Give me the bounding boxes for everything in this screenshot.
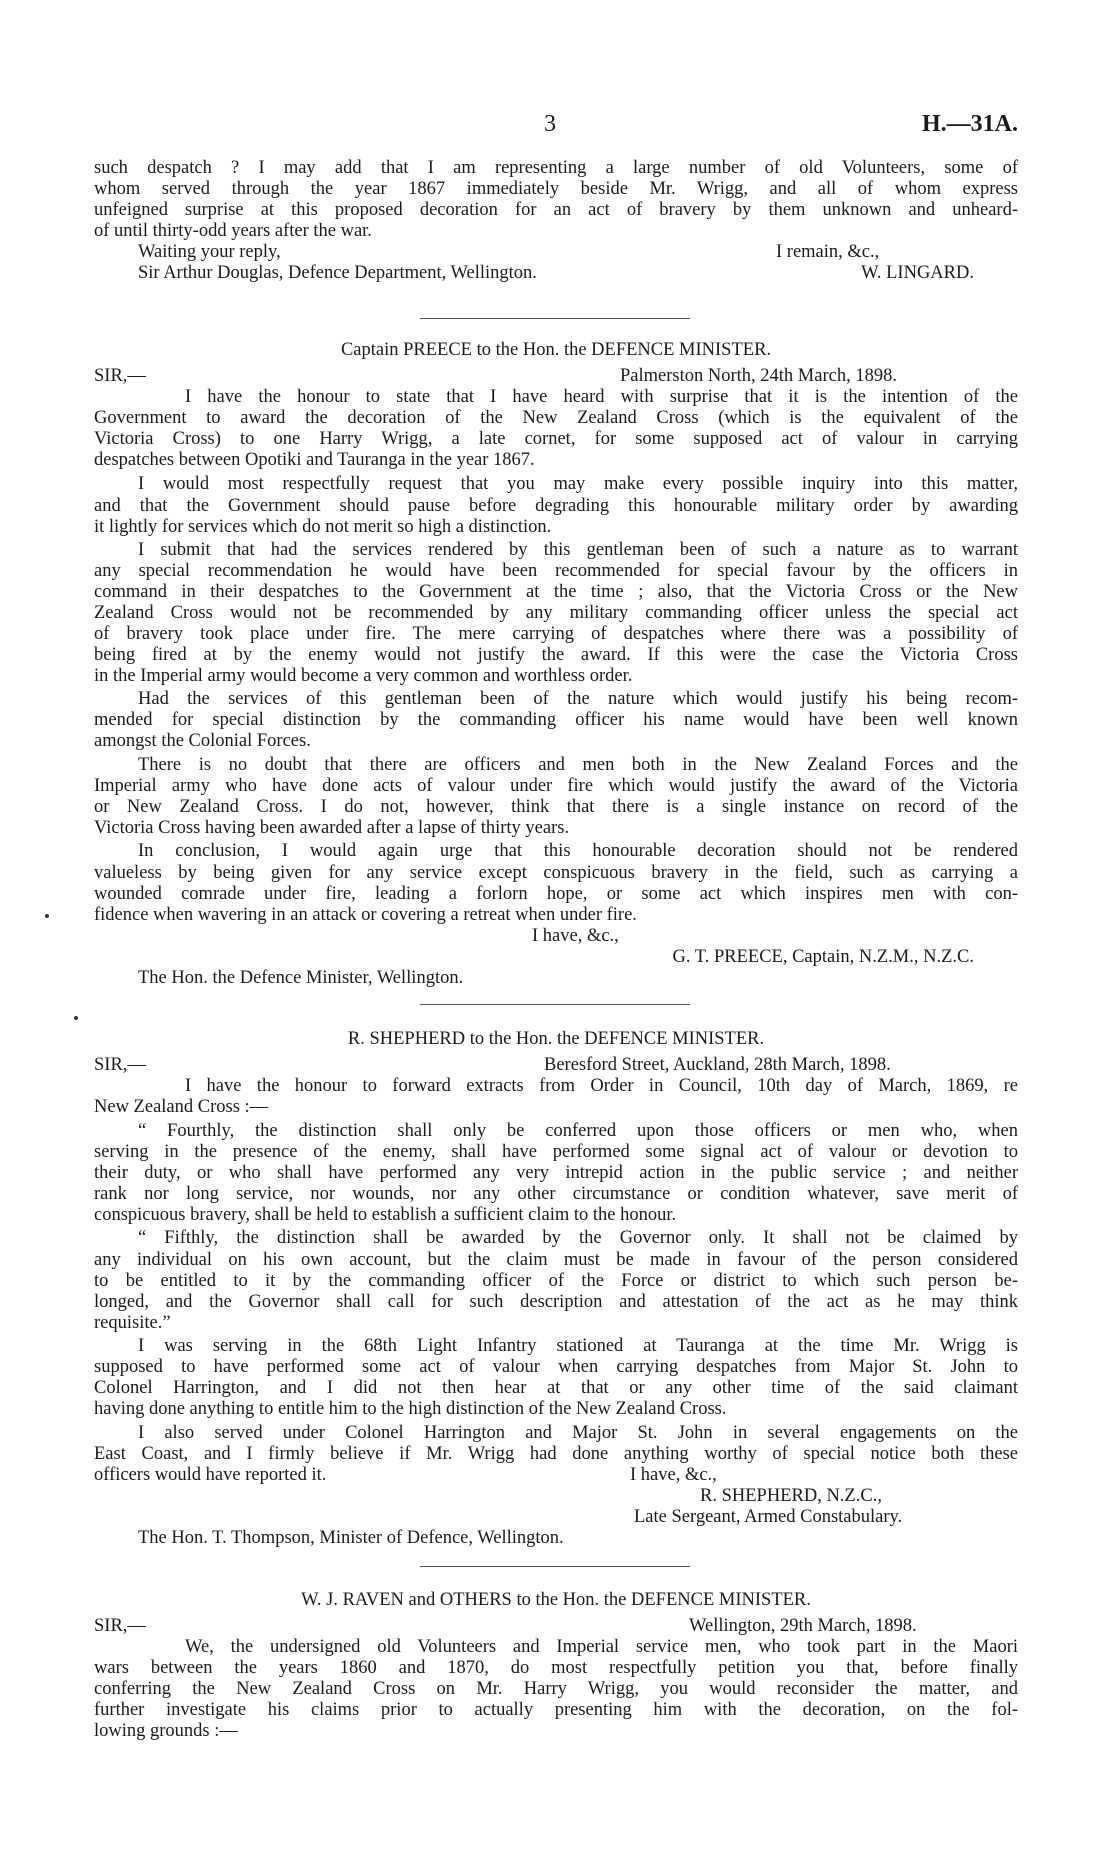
- salutation: SIR,—: [94, 366, 146, 386]
- section-divider: [420, 1566, 690, 1567]
- text-line: Government to award the decoration of the New Zealand Cross (which is the equivalent of the: [94, 408, 1018, 428]
- closing-i-have: I have, &c.,: [630, 1465, 717, 1485]
- text-line: fidence when wavering in an attack or covering a retreat when under fire.: [94, 905, 637, 925]
- text-line: Victoria Cross having been awarded after a lapse of thirty years.: [94, 818, 570, 838]
- document-reference: H.—31A.: [922, 111, 1018, 137]
- closing-left: Waiting your reply,: [138, 242, 281, 262]
- text-line: wars between the years 1860 and 1870, do most respectfully petition you that, before finally: [94, 1658, 1018, 1678]
- text-line: I have the honour to state that I have heard with surprise that it is the intention of the: [185, 387, 1018, 407]
- text-line: command in their despatches to the Government at the time ; also, that the Victoria Cross or the New: [94, 582, 1018, 602]
- text-line: “ Fifthly, the distinction shall be awarded by the Governor only. It shall not be claimed by: [138, 1228, 1018, 1248]
- closing-right: I remain, &c.,: [776, 242, 880, 262]
- text-line: unfeigned surprise at this proposed decoration for an act of bravery by them unknown and unheard-: [94, 200, 1018, 220]
- text-line: I also served under Colonel Harrington and Major St. John in several engagements on the: [138, 1423, 1018, 1443]
- text-line: despatches between Opotiki and Tauranga in the year 1867.: [94, 450, 535, 470]
- text-line: having done anything to entitle him to the high distinction of the New Zealand Cross.: [94, 1399, 727, 1419]
- text-line: wounded comrade under fire, leading a forlorn hope, or some act which inspires men with con-: [94, 884, 1018, 904]
- text-line: “ Fourthly, the distinction shall only be conferred upon those officers or men who, when: [138, 1121, 1018, 1141]
- salutation: SIR,—: [94, 1616, 146, 1636]
- salutation: SIR,—: [94, 1055, 146, 1075]
- text-line: I would most respectfully request that you may make every possible inquiry into this matter,: [138, 474, 1018, 494]
- text-line: rank nor long service, nor wounds, nor any other circumstance or condition whatever, save merit of: [94, 1184, 1018, 1204]
- text-line: to be entitled to it by the commanding officer of the Force or district to which such person be-: [94, 1271, 1018, 1291]
- text-line: East Coast, and I firmly believe if Mr. Wrigg had done anything worthy of special notice both these: [94, 1444, 1018, 1464]
- text-line: There is no doubt that there are officers and men both in the New Zealand Forces and the: [138, 755, 1018, 775]
- text-line: their duty, or who shall have performed any very intrepid action in the public service ; and neither: [94, 1163, 1018, 1183]
- text-line: Colonel Harrington, and I did not then hear at that or any other time of the said claimant: [94, 1378, 1018, 1398]
- text-line: conferring the New Zealand Cross on Mr. Harry Wrigg, you would reconsider the matter, and: [94, 1679, 1018, 1699]
- page-number: 3: [544, 111, 556, 137]
- text-line: such despatch ? I may add that I am representing a large number of old Volunteers, some of: [94, 158, 1018, 178]
- text-line: mended for special distinction by the commanding officer his name would have been well known: [94, 710, 1018, 730]
- section-divider: [420, 1004, 690, 1005]
- signature-rank: Late Sergeant, Armed Constabulary.: [634, 1507, 903, 1527]
- text-line: further investigate his claims prior to actually presenting him with the decoration, on the fol-: [94, 1700, 1018, 1720]
- place-date: Palmerston North, 24th March, 1898.: [620, 366, 897, 386]
- text-line: Victoria Cross) to one Harry Wrigg, a late cornet, for some supposed act of valour in carrying: [94, 429, 1018, 449]
- text-line: amongst the Colonial Forces.: [94, 731, 311, 751]
- text-line: of bravery took place under fire. The mere carrying of despatches where there was a possibility of: [94, 624, 1018, 644]
- letter-title: W. J. RAVEN and OTHERS to the Hon. the DEFENCE MINISTER.: [301, 1590, 811, 1610]
- text-line: We, the undersigned old Volunteers and Imperial service men, who took part in the Maori: [185, 1637, 1018, 1657]
- text-line: In conclusion, I would again urge that this honourable decoration should not be rendered: [138, 841, 1018, 861]
- text-line: New Zealand Cross :—: [94, 1097, 269, 1117]
- signature: R. SHEPHERD, N.Z.C.,: [700, 1486, 882, 1506]
- place-date: Wellington, 29th March, 1898.: [689, 1616, 917, 1636]
- text-line: I submit that had the services rendered by this gentleman been of such a nature as to warrant: [138, 540, 1018, 560]
- signature: G. T. PREECE, Captain, N.Z.M., N.Z.C.: [672, 947, 974, 967]
- text-line: conspicuous bravery, shall be held to establish a sufficient claim to the honour.: [94, 1205, 677, 1225]
- place-date: Beresford Street, Auckland, 28th March, 1898.: [544, 1055, 891, 1075]
- text-line: it lightly for services which do not merit so high a distinction.: [94, 517, 552, 537]
- text-line: supposed to have performed some act of valour when carrying despatches from Major St. John to: [94, 1357, 1018, 1377]
- text-line: serving in the presence of the enemy, shall have performed some signal act of valour or devotion to: [94, 1142, 1018, 1162]
- closing-i-have: I have, &c.,: [532, 926, 619, 946]
- text-line: and that the Government should pause before degrading this honourable military order by awarding: [94, 496, 1018, 516]
- text-line: or New Zealand Cross. I do not, however, think that there is a single instance on record of the: [94, 797, 1018, 817]
- text-line: being fired at by the enemy would not justify the award. If this were the case the Victoria Cross: [94, 645, 1018, 665]
- text-line: whom served through the year 1867 immediately beside Mr. Wrigg, and all of whom express: [94, 179, 1018, 199]
- text-line: longed, and the Governor shall call for such description and attestation of the act as he may think: [94, 1292, 1018, 1312]
- margin-mark: [74, 1016, 78, 1020]
- text-line: any individual on his own account, but the claim must be made in favour of the person considered: [94, 1250, 1018, 1270]
- text-line: lowing grounds :—: [94, 1721, 238, 1741]
- text-line: Zealand Cross would not be recommended by any military commanding officer unless the special act: [94, 603, 1018, 623]
- margin-mark: [45, 914, 49, 918]
- text-line: Imperial army who have done acts of valour under fire which would justify the award of the Victoria: [94, 776, 1018, 796]
- signature: W. LINGARD.: [861, 263, 974, 283]
- text-line: I have the honour to forward extracts from Order in Council, 10th day of March, 1869, re: [185, 1076, 1018, 1096]
- addressee: The Hon. the Defence Minister, Wellington.: [138, 968, 464, 988]
- text-line: in the Imperial army would become a very common and worthless order.: [94, 666, 633, 686]
- addressee: Sir Arthur Douglas, Defence Department, Wellington.: [138, 263, 537, 283]
- text-line: Had the services of this gentleman been of the nature which would justify his being recom-: [138, 689, 1018, 709]
- section-divider: [420, 318, 690, 319]
- text-line: any special recommendation he would have been recommended for special favour by the officers in: [94, 561, 1018, 581]
- letter-title: R. SHEPHERD to the Hon. the DEFENCE MINISTER.: [347, 1029, 765, 1049]
- text-line: I was serving in the 68th Light Infantry stationed at Tauranga at the time Mr. Wrigg is: [138, 1336, 1018, 1356]
- letter-title: Captain PREECE to the Hon. the DEFENCE MINISTER.: [340, 340, 772, 360]
- text-line: requisite.”: [94, 1313, 171, 1333]
- text-line: valueless by being given for any service except conspicuous bravery in the field, such as carrying a: [94, 863, 1018, 883]
- text-line: of until thirty-odd years after the war.: [94, 221, 372, 241]
- text-line: officers would have reported it.: [94, 1465, 327, 1485]
- addressee: The Hon. T. Thompson, Minister of Defence, Wellington.: [138, 1528, 564, 1548]
